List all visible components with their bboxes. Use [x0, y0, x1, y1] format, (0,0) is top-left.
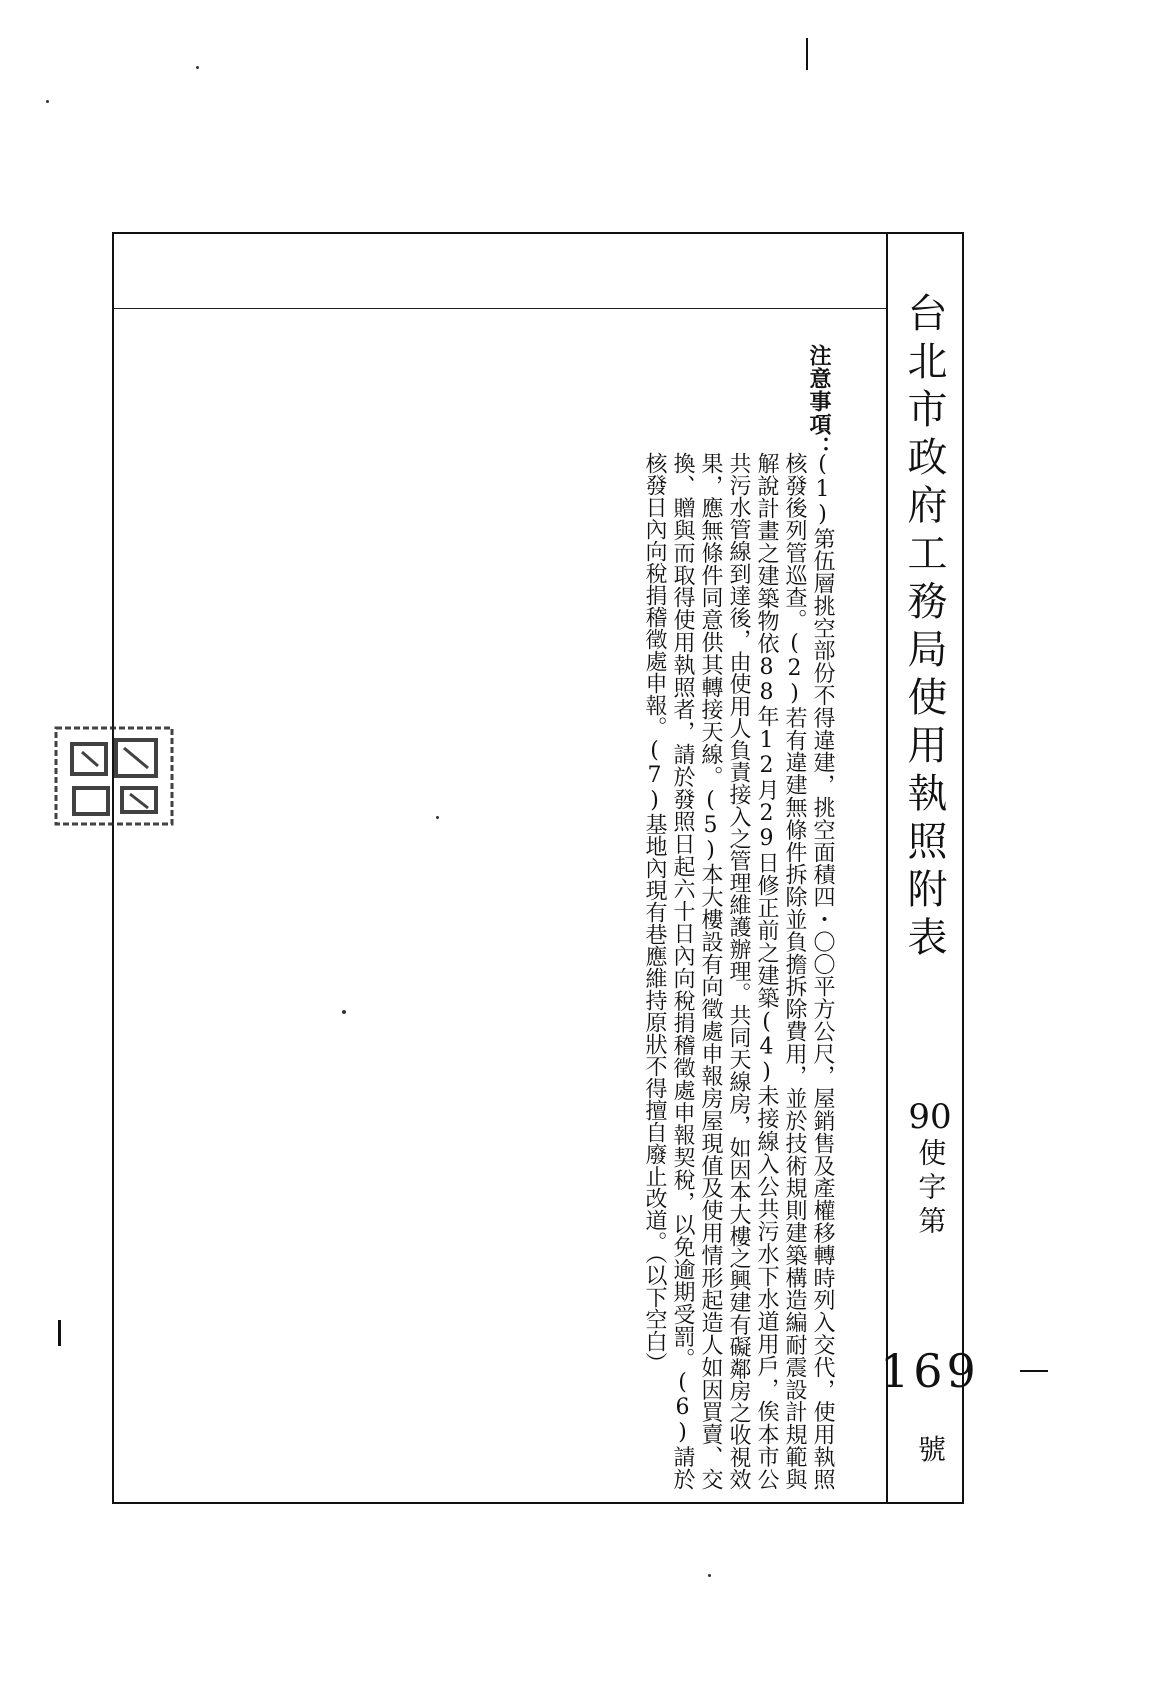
- scan-speck: [46, 100, 49, 103]
- scan-speck: [708, 1574, 711, 1577]
- official-seal-stamp: [52, 722, 176, 830]
- scan-speck: [436, 816, 439, 819]
- scan-speck: [196, 66, 199, 69]
- scan-margin-mark: [1020, 1370, 1048, 1372]
- notes-body: (1)第伍層挑空部份不得違建，挑空面積四・〇〇平方公尺，屋銷售及產權移轉時列入交代，使用執照核發後列管巡查。(2)若有違建無條件拆除並負擔拆除費用，並於技術規則建築構造編耐震設計規範與解說計畫之建築物依88年12月29日修正前之建築(4)未接線入公共污水下水道用戶，俟本市公共污水管線到達後，由使用人負責接入之管理維護辦理。共同天線房，如因本大樓之興建有礙鄰房之收視效果，應無條件同意供其轉接天線。(5)本大樓設有向徵處申報房屋現值及使用情形起造人如因買賣、交換、贈與而取得使用執照者，請於發照日起六十日內向稅捐稽徵處申報契稅，以免逾期受罰。(6)請於核發日內向稅捐稽徵處申報。(7)基地內現有巷應維持原狀不得擅自廢止改道。（以下空白）: [642, 452, 835, 1490]
- scan-margin-mark: [58, 1320, 61, 1346]
- permit-serial-number: 169: [880, 1344, 980, 1398]
- scan-speck: [342, 1010, 346, 1014]
- scan-margin-mark: [806, 38, 808, 70]
- header-band-line: [114, 308, 886, 309]
- permit-prefix: 使字第: [914, 1138, 948, 1240]
- permit-form-frame: [112, 232, 964, 1504]
- permit-number-block: [900, 1097, 960, 1240]
- notes-heading: 注意事項：: [806, 344, 832, 459]
- permit-suffix: 號: [918, 1433, 947, 1466]
- title-column-divider: [886, 234, 888, 1502]
- form-title: 台北市政府工務局使用執照附表: [901, 292, 947, 964]
- permit-year: 90: [908, 1097, 952, 1137]
